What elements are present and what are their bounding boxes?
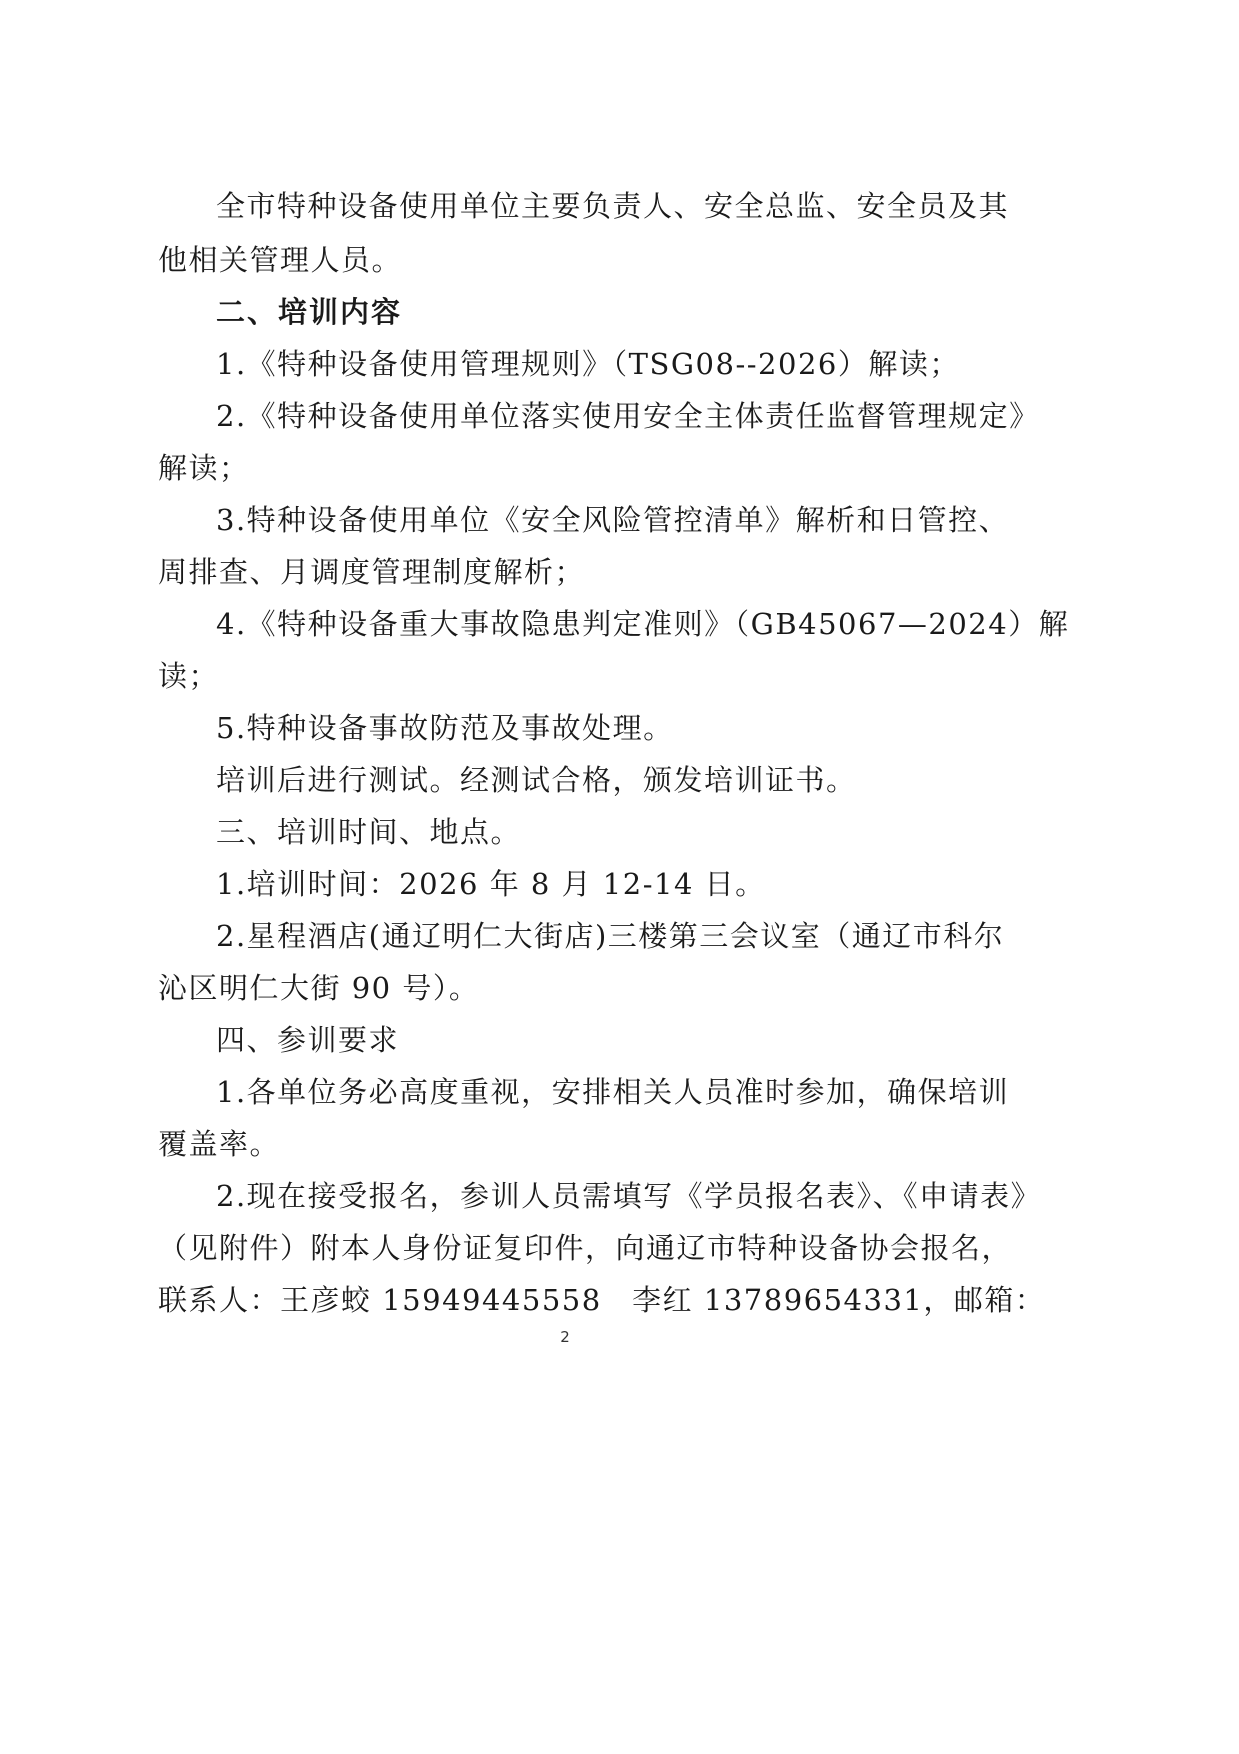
list-item: 1.各单位务必高度重视，安排相关人员准时参加，确保培训 xyxy=(216,1075,1010,1109)
page-number: 2 xyxy=(560,1328,570,1346)
list-item: 1.培训时间：2026 年 8 月 12-14 日。 xyxy=(216,867,766,901)
paragraph-line: 全市特种设备使用单位主要负责人、安全总监、安全员及其 xyxy=(216,189,1010,223)
paragraph-line: 沁区明仁大街 90 号）。 xyxy=(158,971,480,1005)
paragraph-line: 培训后进行测试。经测试合格，颁发培训证书。 xyxy=(216,763,857,797)
section-heading: 二、培训内容 xyxy=(216,295,403,329)
section-heading: 三、培训时间、地点。 xyxy=(216,815,522,849)
paragraph-line: 解读； xyxy=(158,451,250,485)
paragraph-line: 覆盖率。 xyxy=(158,1127,281,1161)
paragraph-line: （见附件）附本人身份证复印件，向通辽市特种设备协会报名， xyxy=(158,1231,1013,1265)
list-item: 2.星程酒店(通辽明仁大街店)三楼第三会议室（通辽市科尔 xyxy=(216,919,1005,953)
paragraph-line: 周排查、月调度管理制度解析； xyxy=(158,555,586,589)
list-item: 2.《特种设备使用单位落实使用安全主体责任监督管理规定》 xyxy=(216,399,1040,433)
list-item: 2.现在接受报名，参训人员需填写《学员报名表》、《申请表》 xyxy=(216,1179,1042,1213)
list-item: 5.特种设备事故防范及事故处理。 xyxy=(216,711,674,745)
list-item: 1.《特种设备使用管理规则》（TSG08--2026）解读； xyxy=(216,347,960,381)
list-item: 4.《特种设备重大事故隐患判定准则》（GB45067—2024）解 xyxy=(216,607,1070,641)
section-heading: 四、参训要求 xyxy=(216,1023,400,1057)
paragraph-line: 读； xyxy=(158,659,220,693)
contact-line: 联系人：王彦蛟 15949445558 李红 13789654331，邮箱： xyxy=(158,1283,1046,1317)
paragraph-line: 他相关管理人员。 xyxy=(158,243,403,277)
list-item: 3.特种设备使用单位《安全风险管控清单》解析和日管控、 xyxy=(216,503,1010,537)
